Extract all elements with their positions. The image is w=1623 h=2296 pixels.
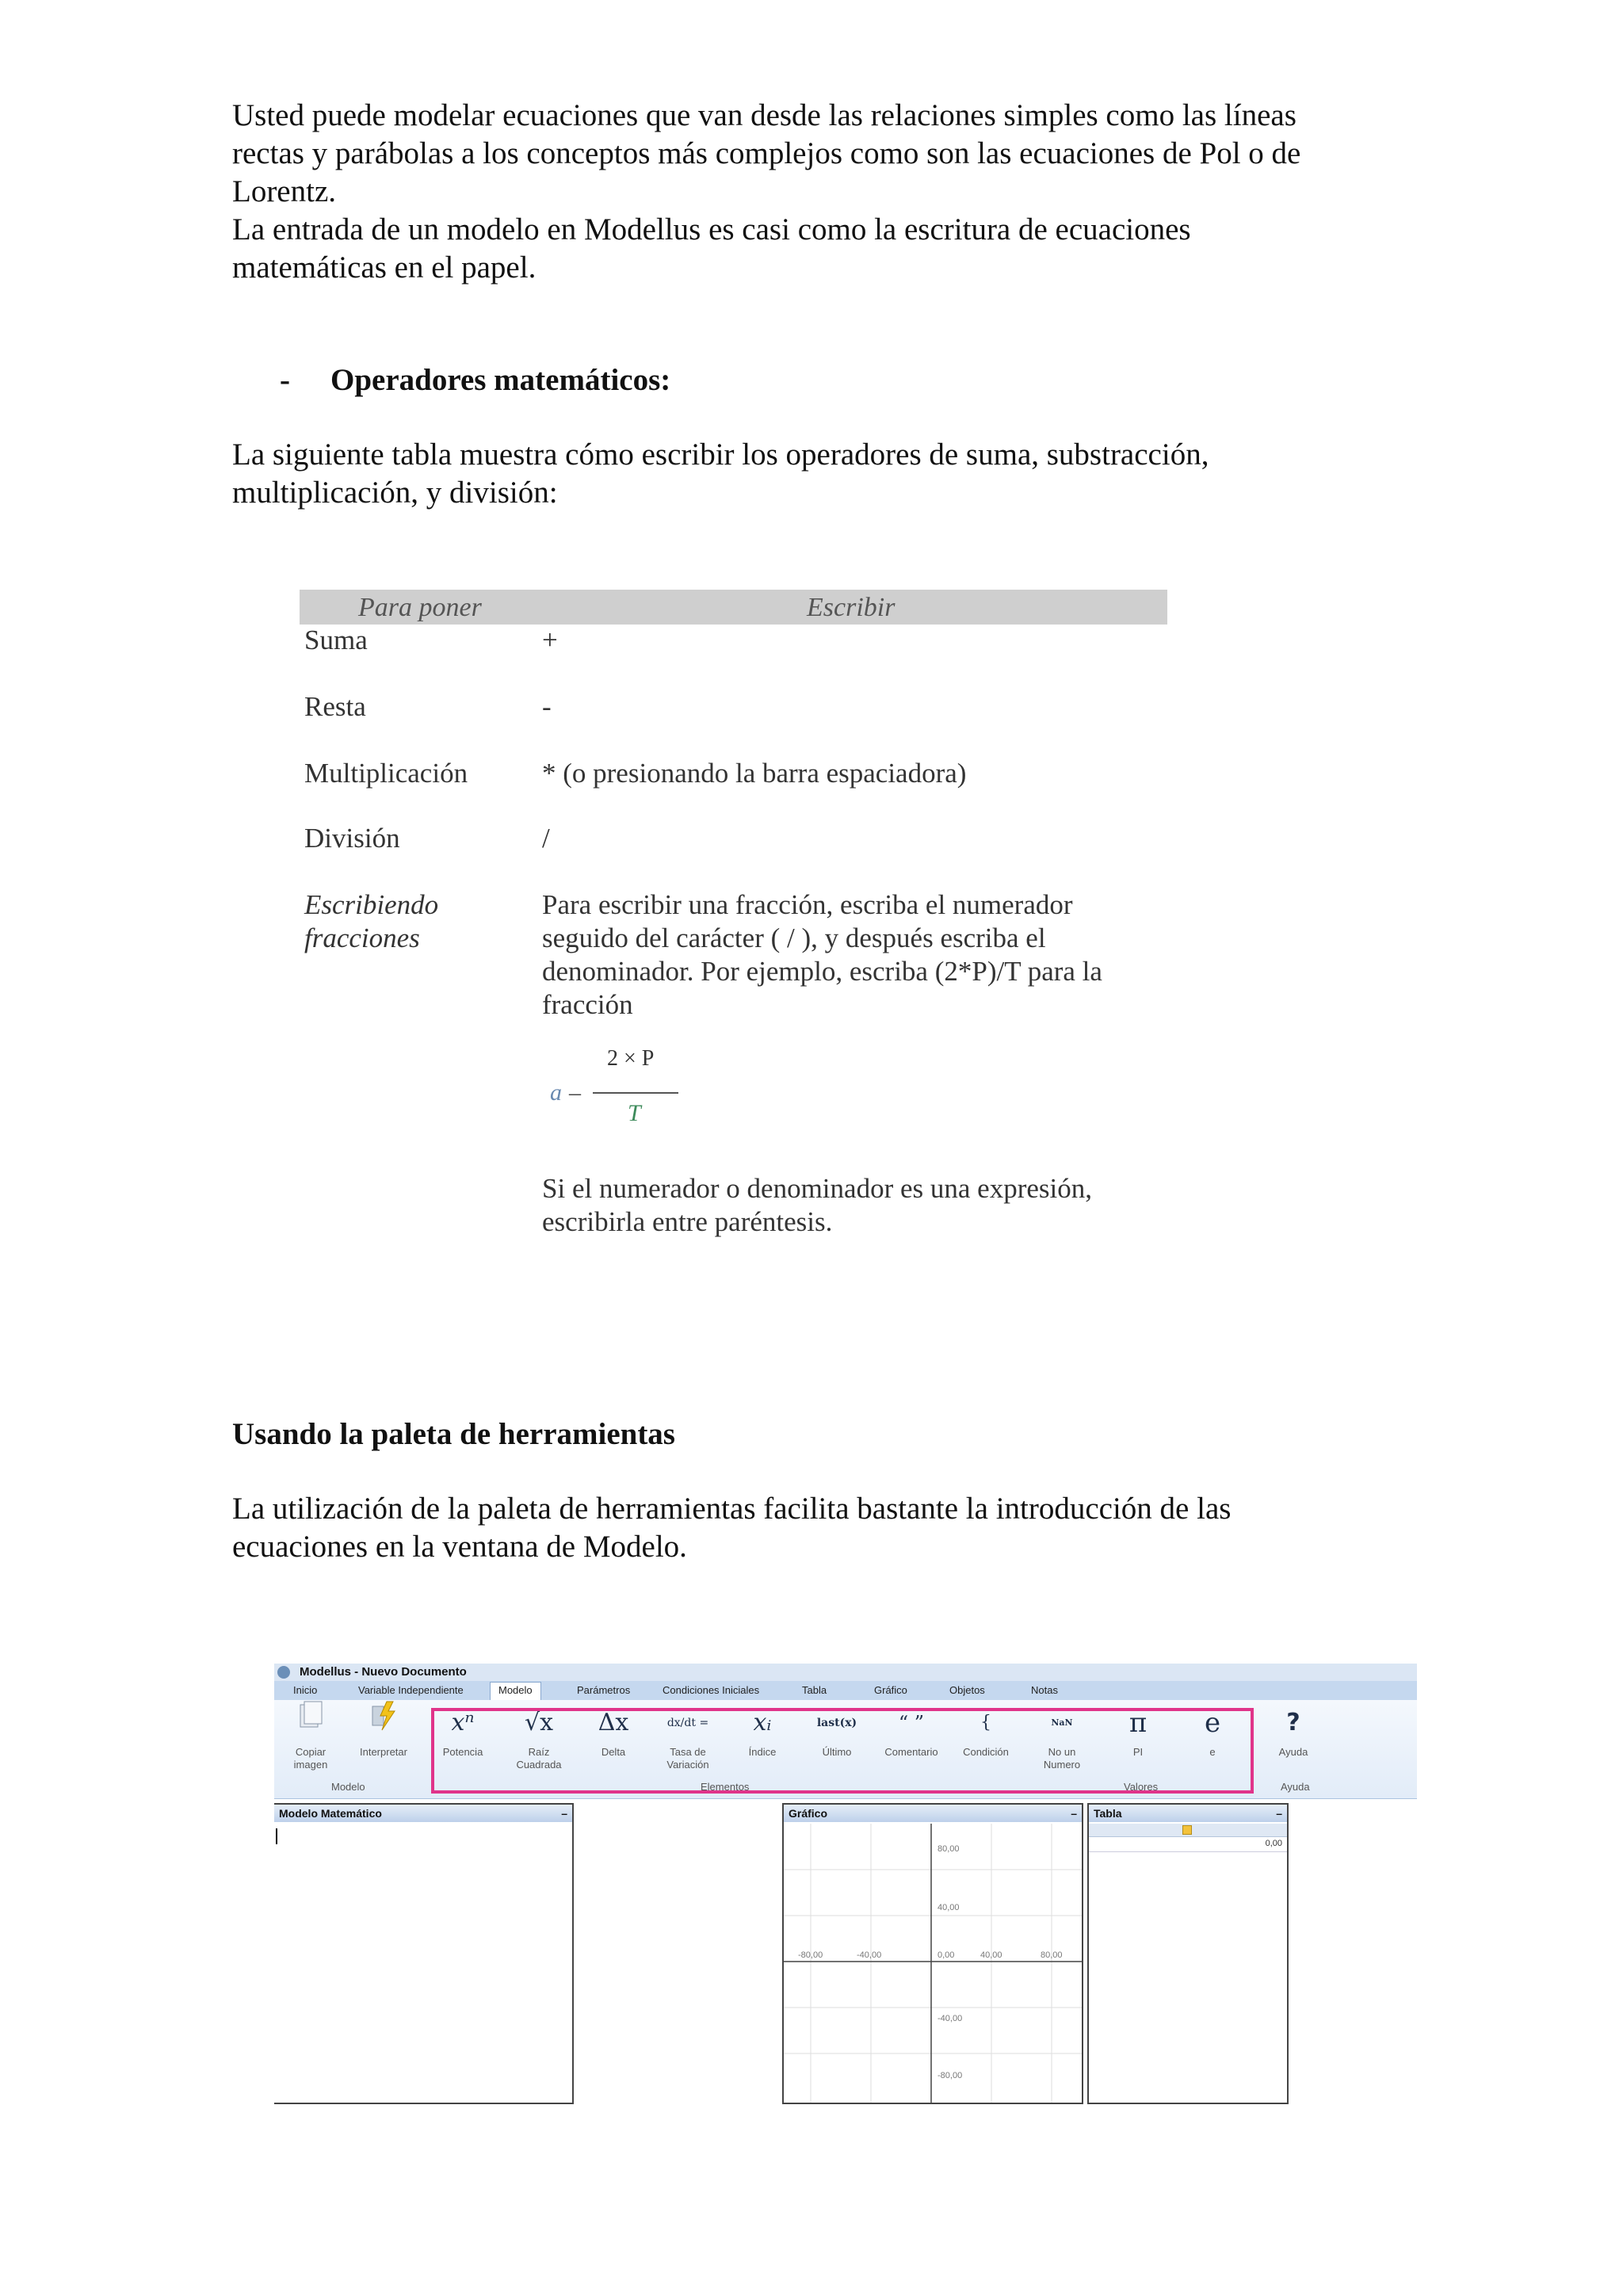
bullet-dash: - — [280, 363, 290, 397]
lightning-icon — [347, 1700, 420, 1746]
condition-icon: { — [980, 1713, 991, 1733]
x-tick-neg80: -80,00 — [798, 1950, 823, 1960]
group-valores: Valores — [1124, 1781, 1159, 1793]
e-icon: e — [1204, 1707, 1221, 1739]
window-title: Modellus - Nuevo Documento — [300, 1665, 467, 1679]
tab-inicio[interactable]: Inicio — [293, 1684, 318, 1696]
table-row-label-multiplicacion: Multiplicación — [304, 758, 468, 789]
group-modelo: Modelo — [331, 1781, 365, 1793]
copy-label-1: Copiar — [295, 1746, 327, 1758]
pi-icon: π — [1128, 1707, 1148, 1739]
fraction-formula: a – 2 × P T — [550, 1046, 708, 1141]
delta-label: Delta — [601, 1746, 626, 1758]
interpret-label: Interpretar — [360, 1746, 407, 1758]
palette-highlight — [431, 1708, 1254, 1794]
sqrt-label-2: Cuadrada — [516, 1759, 562, 1771]
fraction-bar — [593, 1092, 678, 1094]
intro-line-1: Usted puede modelar ecuaciones que van desde las relaciones simples como las líneas — [232, 98, 1296, 132]
derivative-icon: dx/dt = — [666, 1717, 709, 1729]
nan-label-1: No un — [1048, 1746, 1076, 1758]
condition-label: Condición — [963, 1746, 1009, 1758]
copy-image-button[interactable] — [274, 1700, 347, 1771]
y-tick-neg40: -40,00 — [938, 2014, 963, 2023]
copy-label-2: imagen — [293, 1759, 328, 1771]
fractions-text-4: fracción — [542, 989, 633, 1020]
table-header-left: Para poner — [358, 593, 482, 622]
rate-label-1: Tasa de — [670, 1746, 706, 1758]
nan-label-2: Numero — [1043, 1759, 1081, 1771]
group-elementos: Elementos — [701, 1781, 750, 1793]
minimize-icon[interactable]: – — [1071, 1807, 1077, 1820]
power-label: Potencia — [442, 1746, 483, 1758]
section1-text-line-2: multiplicación, y división: — [232, 476, 558, 510]
intro-line-3: Lorentz. — [232, 174, 337, 208]
rate-label-2: Variación — [666, 1759, 709, 1771]
power-icon: xⁿ — [451, 1709, 475, 1736]
table-panel-header — [1089, 1805, 1287, 1822]
table-row-value-division: / — [542, 823, 550, 854]
table-row-label-suma: Suma — [304, 625, 368, 655]
table-header-right: Escribir — [807, 593, 896, 622]
model-panel-title: Modelo Matemático — [279, 1807, 382, 1820]
tab-modelo[interactable]: Modelo — [490, 1682, 541, 1702]
section2-text-line-1: La utilización de la paleta de herramientas facilita bastante la introducción de las — [232, 1492, 1232, 1526]
table-row-label-resta: Resta — [304, 691, 366, 722]
x-tick-40: 40,00 — [980, 1950, 1002, 1960]
note-line-1: Si el numerador o denominador es una expresión, — [542, 1173, 1092, 1204]
pi-label: PI — [1132, 1746, 1144, 1758]
graph-canvas — [784, 1824, 1082, 2103]
model-panel-header — [274, 1805, 572, 1822]
section-heading-palette: Usando la paleta de herramientas — [232, 1417, 675, 1451]
minimize-icon[interactable]: – — [1276, 1807, 1282, 1820]
comment-icon: “ ” — [898, 1712, 925, 1734]
copy-icon — [274, 1700, 347, 1746]
tab-objetos[interactable]: Objetos — [949, 1684, 985, 1696]
ribbon-tabs — [274, 1681, 1417, 1700]
help-button[interactable] — [1257, 1700, 1330, 1759]
table-column-header — [1089, 1824, 1287, 1837]
section-heading-operators: Operadores matemáticos: — [330, 363, 671, 397]
intro-line-5: matemáticas en el papel. — [232, 250, 537, 285]
section1-text-line-1: La siguiente tabla muestra cómo escribir los operadores de suma, substracción, — [232, 437, 1209, 472]
table-row — [1089, 1837, 1287, 1852]
x-tick-80: 80,00 — [1041, 1950, 1063, 1960]
y-tick-80: 80,00 — [938, 1844, 960, 1854]
intro-line-4: La entrada de un modelo en Modellus es casi como la escritura de ecuaciones — [232, 212, 1191, 246]
fractions-text-2: seguido del carácter ( / ), y después escriba el — [542, 923, 1046, 953]
table-row-label-fracciones-1: Escribiendo — [304, 889, 439, 920]
intro-line-2: rectas y parábolas a los conceptos más complejos como son las ecuaciones de Pol o de — [232, 136, 1301, 170]
help-label: Ayuda — [1278, 1746, 1308, 1758]
x-tick-0: 0,00 — [938, 1950, 955, 1960]
table-row-label-division: División — [304, 823, 400, 854]
sqrt-icon: √x — [524, 1709, 554, 1736]
sqrt-label-1: Raíz — [528, 1746, 550, 1758]
y-tick-neg80: -80,00 — [938, 2071, 963, 2080]
index-label: Índice — [748, 1746, 777, 1758]
last-label: Último — [822, 1746, 852, 1758]
table-panel-title: Tabla — [1094, 1807, 1122, 1820]
table-row-value-multiplicacion: * (o presionando la barra espaciadora) — [542, 758, 967, 789]
e-label: e — [1209, 1746, 1216, 1758]
tab-parametros[interactable]: Parámetros — [577, 1684, 631, 1696]
section2-text-line-2: ecuaciones en la ventana de Modelo. — [232, 1530, 687, 1564]
delta-icon: Δx — [598, 1709, 629, 1736]
title-bar — [274, 1664, 1417, 1681]
table-header — [300, 590, 1167, 625]
fractions-text-3: denominador. Por ejemplo, escriba (2*P)/T para la — [542, 956, 1102, 987]
tab-grafico[interactable]: Gráfico — [874, 1684, 907, 1696]
graph-panel-title: Gráfico — [789, 1807, 828, 1820]
interpret-button[interactable] — [347, 1700, 420, 1759]
table-row-label-fracciones-2: fracciones — [304, 923, 420, 953]
tab-tabla[interactable]: Tabla — [802, 1684, 827, 1696]
model-panel[interactable] — [274, 1803, 574, 2104]
fractions-text-1: Para escribir una fracción, escriba el numerador — [542, 889, 1073, 920]
table-cell-value: 0,00 — [1265, 1839, 1282, 1848]
last-icon: last(x) — [816, 1717, 857, 1729]
help-icon: ? — [1286, 1709, 1300, 1736]
index-icon: xᵢ — [753, 1709, 772, 1736]
comment-label: Comentario — [884, 1746, 938, 1758]
app-icon — [277, 1666, 290, 1679]
minimize-icon[interactable]: – — [561, 1807, 567, 1820]
x-tick-neg40: -40,00 — [857, 1950, 882, 1960]
tab-condiciones-iniciales[interactable]: Condiciones Iniciales — [663, 1684, 760, 1696]
table-row-value-suma: + — [542, 625, 558, 655]
formula-lhs: a — [550, 1079, 562, 1106]
graph-panel[interactable] — [782, 1803, 1083, 2104]
formula-denominator: T — [628, 1100, 641, 1126]
modellus-window — [274, 1664, 1417, 2104]
group-ayuda: Ayuda — [1281, 1781, 1310, 1793]
note-line-2: escribirla entre paréntesis. — [542, 1206, 833, 1237]
formula-numerator: 2 × P — [607, 1046, 655, 1071]
graph-panel-header — [784, 1805, 1082, 1822]
text-cursor — [276, 1828, 277, 1844]
table-row-value-resta: - — [542, 691, 552, 722]
column-marker-icon — [1182, 1825, 1192, 1835]
table-panel[interactable] — [1087, 1803, 1289, 2104]
operators-table — [300, 590, 1167, 1271]
nan-icon: NaN — [1051, 1717, 1073, 1728]
tab-notas[interactable]: Notas — [1031, 1684, 1058, 1696]
y-tick-40: 40,00 — [938, 1903, 960, 1912]
tab-variable-independiente[interactable]: Variable Independiente — [358, 1684, 464, 1696]
